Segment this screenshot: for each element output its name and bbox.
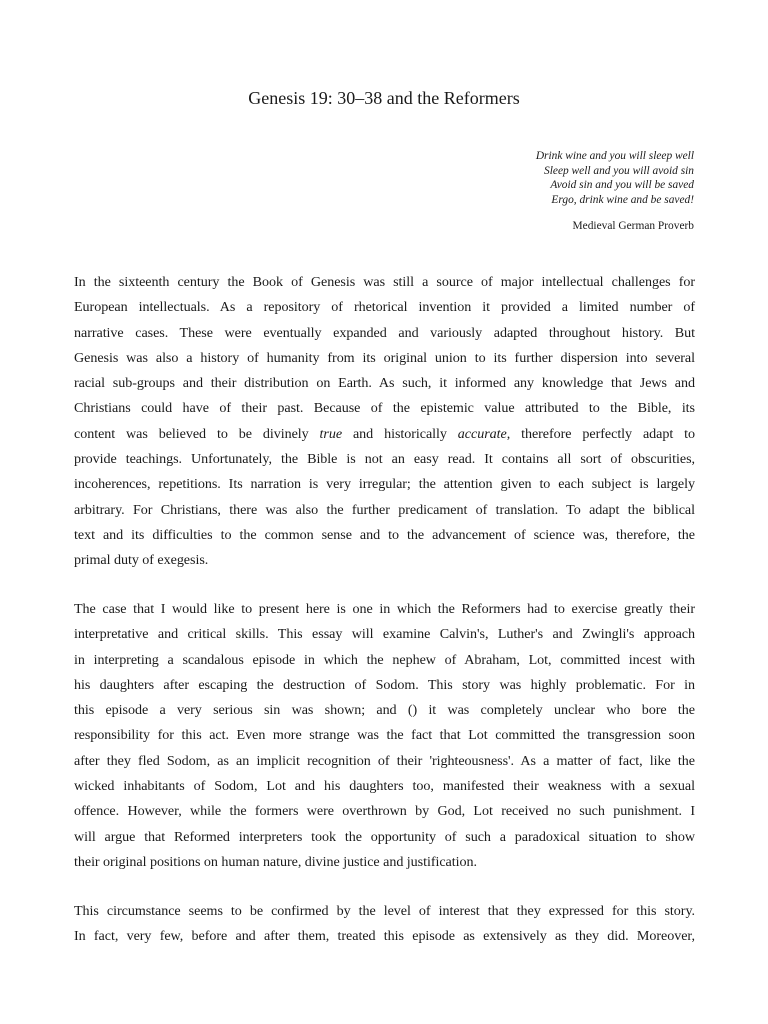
epigraph-attribution: Medieval German Proverb (572, 220, 694, 232)
line-text: in interpreting a scandalous episode in which the nephew of Abraham, Lot, committed incest with (74, 651, 695, 668)
body-paragraph-1 (74, 270, 695, 574)
paragraph-line (74, 498, 695, 523)
paragraph-line (74, 673, 695, 698)
line-text: interpretative and critical skills. This essay will examine Calvin's, Luther's and Zwingli's approach (74, 626, 695, 643)
line-text: wicked inhabitants of Sodom, Lot and his daughters too, manifested their weakness with a sexual (74, 778, 695, 795)
line-text: offence. However, while the formers were overthrown by God, Lot received no such punishment. I (74, 803, 695, 820)
line-text: The case that I would like to present here is one in which the Reformers had to exercise greatly their (74, 601, 695, 617)
epigraph (374, 149, 694, 207)
body-paragraph-3 (74, 899, 695, 1009)
paragraph-line (74, 346, 695, 371)
line-text: this episode a very serious sin was shown; and () it was completely unclear who bore the (74, 702, 695, 719)
body-paragraph-2 (74, 597, 695, 875)
line-text: and historically (342, 425, 458, 442)
paragraph-line (74, 825, 695, 850)
line-text: , therefore perfectly adapt to (506, 425, 695, 442)
line-text: narrative cases. These were eventually expanded and variously adapted throughout history. But (74, 324, 695, 341)
paragraph-line (74, 622, 695, 647)
paragraph-line (74, 924, 695, 949)
paragraph-line (74, 371, 695, 396)
epigraph-line: Ergo, drink wine and be saved! (551, 193, 694, 206)
line-text: after they fled Sodom, as an implicit recognition of their 'righteousness'. As a matter of fact, like the (74, 752, 695, 769)
paragraph-line (74, 698, 695, 723)
emphasis-text: true (319, 425, 343, 442)
paragraph-line (74, 723, 695, 748)
paragraph-line (74, 548, 695, 573)
line-text: incoherences, repetitions. Its narration is very irregular; the attention given to each subject is largely (74, 476, 695, 493)
epigraph-line: Avoid sin and you will be saved (550, 179, 694, 192)
epigraph-line: Drink wine and you will sleep well (535, 150, 694, 162)
line-text: text and its difficulties to the common sense and to the advancement of science was, therefore, the (74, 526, 695, 543)
line-text: Christians could have of their past. Because of the epistemic value attributed to the Bible, its (74, 400, 695, 417)
paragraph-line (74, 850, 695, 875)
line-text: In the sixteenth century the Book of Genesis was still a source of major intellectual challenges for (74, 274, 695, 290)
paragraph-line (74, 597, 695, 622)
paragraph-line (74, 396, 695, 421)
line-text: responsibility for this act. Even more strange was the fact that Lot committed the transgression soon (74, 727, 695, 744)
paragraph-line (74, 523, 695, 548)
paragraph-line (74, 472, 695, 497)
line-text: arbitrary. For Christians, there was also the further predicament of translation. To adapt the biblical (74, 501, 695, 518)
line-text: will argue that Reformed interpreters took the opportunity of such a paradoxical situation to show (74, 828, 695, 845)
line-text: In fact, very few, before and after them, treated this episode as extensively as they did. Moreover, (74, 928, 695, 945)
paragraph-line (74, 270, 695, 295)
line-text: European intellectuals. As a repository of rhetorical invention it provided a limited number of (74, 299, 695, 316)
line-text: primal duty of exegesis. (74, 552, 209, 569)
paragraph-line (74, 295, 695, 320)
document-title: Genesis 19: 30–38 and the Reformers (248, 88, 520, 108)
line-text: This circumstance seems to be confirmed by the level of interest that they expressed for this story. (74, 903, 695, 919)
paragraph-line (74, 422, 695, 447)
epigraph-line: Sleep well and you will avoid sin (544, 164, 694, 177)
paragraph-line (74, 749, 695, 774)
paragraph-line (74, 321, 695, 346)
paragraph-line (74, 648, 695, 673)
line-text: racial sub-groups and their distribution on Earth. As such, it informed any knowledge that Jews and (74, 375, 695, 392)
paragraph-line (74, 447, 695, 472)
line-text: Genesis was also a history of humanity from its original union to its further dispersion into several (74, 349, 695, 366)
paragraph-line (74, 899, 695, 924)
line-text: content was believed to be divinely (74, 425, 320, 442)
emphasis-text: accurate (457, 425, 507, 442)
paragraph-line (74, 799, 695, 824)
line-text: their original positions on human nature, divine justice and justification. (74, 853, 477, 870)
line-text: his daughters after escaping the destruction of Sodom. This story was highly problematic. For in (74, 676, 695, 693)
line-text: provide teachings. Unfortunately, the Bible is not an easy read. It contains all sort of obscurities, (74, 451, 695, 468)
paragraph-line (74, 774, 695, 799)
